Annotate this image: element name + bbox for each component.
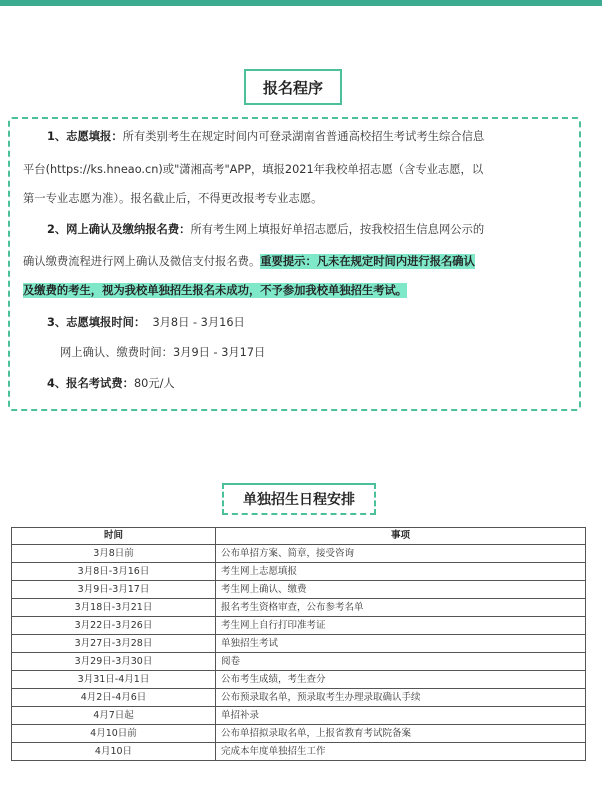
item-2-text-2: 确认缴费流程进行网上确认及微信支付报名费。 — [23, 255, 261, 268]
cell-event: 单招补录 — [216, 707, 586, 725]
item-3-value: 3月8日 - 3月16日 — [152, 316, 245, 329]
cell-event: 报名考生资格审查，公布参考名单 — [216, 599, 586, 617]
item-1-line-1 — [47, 131, 484, 142]
table-row — [12, 617, 586, 635]
top-accent-bar — [0, 0, 602, 6]
item-2-text-1: 所有考生网上填报好单招志愿后，按我校招生信息网公示的 — [190, 223, 485, 236]
cell-event: 单独招生考试 — [216, 635, 586, 653]
table-row — [12, 545, 586, 563]
cell-time: 4月2日-4月6日 — [12, 689, 216, 707]
section-title-text: 单独招生日程安排 — [243, 492, 355, 508]
table-row — [12, 653, 586, 671]
table-row — [12, 671, 586, 689]
table-row — [12, 563, 586, 581]
cell-time: 3月8日-3月16日 — [12, 563, 216, 581]
cell-time: 3月31日-4月1日 — [12, 671, 216, 689]
section-title-text: 报名程序 — [262, 78, 323, 97]
cell-event: 考生网上确认、缴费 — [216, 581, 586, 599]
table-header-row — [12, 528, 586, 545]
item-4-line-1 — [47, 378, 175, 389]
cell-time: 4月10日前 — [12, 725, 216, 743]
item-3-sub: 网上确认、缴费时间：3月9日 - 3月17日 — [60, 346, 266, 359]
schedule-table — [11, 527, 586, 761]
header-event: 事项 — [216, 528, 586, 545]
item-4-label: 4、报名考试费： — [47, 377, 134, 390]
table-row — [12, 581, 586, 599]
cell-time: 3月9日-3月17日 — [12, 581, 216, 599]
item-1-label: 1、志愿填报： — [47, 130, 123, 143]
cell-time: 3月29日-3月30日 — [12, 653, 216, 671]
cell-event: 考生网上自行打印准考证 — [216, 617, 586, 635]
table-row — [12, 743, 586, 761]
item-1-text-1: 所有类别考生在规定时间内可登录湖南省普通高校招生考试考生综合信息 — [122, 130, 485, 143]
item-2-label: 2、网上确认及缴纳报名费： — [47, 223, 191, 236]
cell-time: 4月10日 — [12, 743, 216, 761]
item-2-line-1 — [47, 224, 484, 235]
cell-time: 3月8日前 — [12, 545, 216, 563]
cell-time: 3月22日-3月26日 — [12, 617, 216, 635]
cell-event: 公布预录取名单，预录取考生办理录取确认手续 — [216, 689, 586, 707]
cell-event: 公布单招方案、简章，接受咨询 — [216, 545, 586, 563]
important-notice-highlight-1: 重要提示：凡未在规定时间内进行报名确认 — [260, 255, 475, 268]
cell-event: 公布考生成绩，考生查分 — [216, 671, 586, 689]
item-1-line-2: 平台(https://ks.hneao.cn)或"潇湘高考"APP，填报2021年我校单招志愿（含专业志愿，以 — [23, 163, 484, 176]
cell-event: 完成本年度单独招生工作 — [216, 743, 586, 761]
item-3-line-1 — [47, 317, 245, 328]
cell-time: 3月27日-3月28日 — [12, 635, 216, 653]
cell-time: 3月18日-3月21日 — [12, 599, 216, 617]
item-1-line-3: 第一专业志愿为准）。报名截止后，不得更改报考专业志愿。 — [23, 192, 323, 205]
table-row — [12, 725, 586, 743]
table-row — [12, 689, 586, 707]
item-2-line-2 — [23, 256, 475, 267]
table-row — [12, 599, 586, 617]
item-3-label: 3、志愿填报时间： — [47, 316, 146, 329]
item-4-value: 80元/人 — [133, 377, 175, 390]
table-row — [12, 707, 586, 725]
section-title-registration — [244, 69, 342, 105]
item-2-line-3 — [23, 285, 407, 296]
cell-event: 公布单招拟录取名单，上报省教育考试院备案 — [216, 725, 586, 743]
cell-time: 4月7日起 — [12, 707, 216, 725]
cell-event: 阅卷 — [216, 653, 586, 671]
header-time: 时间 — [12, 528, 216, 545]
section-title-schedule — [222, 483, 376, 515]
cell-event: 考生网上志愿填报 — [216, 563, 586, 581]
table-row — [12, 635, 586, 653]
important-notice-highlight-2: 及缴费的考生，视为我校单独招生报名未成功，不予参加我校单独招生考试。 — [23, 284, 408, 297]
